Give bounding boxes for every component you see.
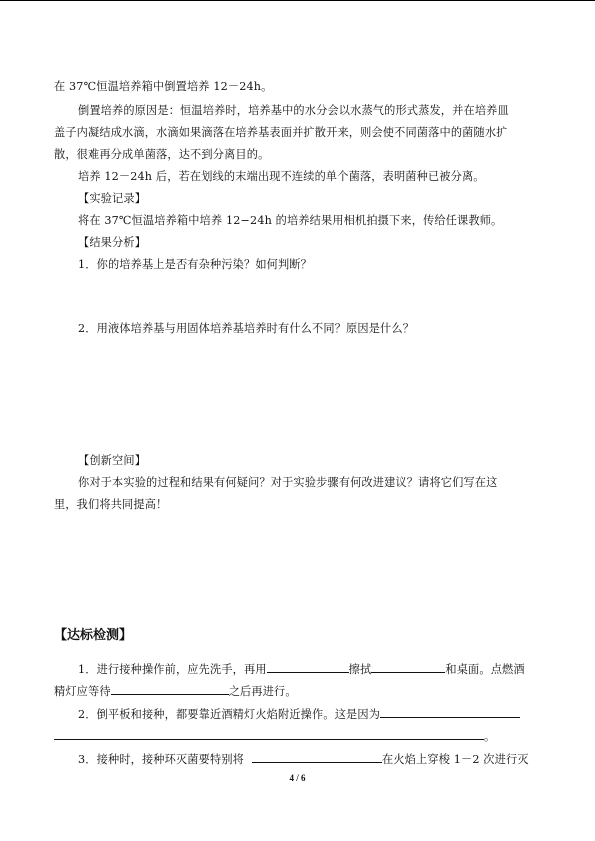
- q1-blank-3[interactable]: [111, 683, 229, 695]
- page-top-border: [0, 0, 595, 1]
- text-line-1: 在 37℃恒温培养箱中倒置培养 12－24h。: [54, 80, 273, 93]
- text-line-5: 培养 12－24h 后，若在划线的末端出现不连续的单个菌落，表明菌种已被分离。: [78, 170, 485, 183]
- text-line-7: 将在 37℃恒温培养箱中培养 12−24h 的培养结果用相机拍摄下来，传给任课教师。: [78, 214, 503, 227]
- q3-blank-1[interactable]: [252, 751, 382, 763]
- page-number: 4 / 6: [289, 773, 306, 783]
- q1-text-d: 精灯应等待: [54, 685, 111, 698]
- check-question-1-line-2: [54, 683, 297, 699]
- check-question-3-line-1: [78, 751, 529, 767]
- q2-blank-2[interactable]: [54, 728, 484, 740]
- text-line-2: 倒置培养的原因是：恒温培养时，培养基中的水分会以水蒸气的形式蒸发，并在培养皿: [78, 104, 509, 117]
- q1-blank-1[interactable]: [267, 661, 349, 673]
- q3-text-a: 3．接种时，接种环灭菌要特别将: [78, 753, 244, 766]
- section-title: 【达标检测】: [54, 628, 133, 643]
- q1-text-b: 擦拭: [348, 663, 372, 676]
- text-line-3: 盖子内凝结成水滴，水滴如果滴落在培养基表面并扩散开来，则会使不同菌落中的菌随水扩: [54, 126, 508, 139]
- check-question-2-line-1: [78, 706, 520, 722]
- q2-text-a: 2．倒平板和接种，都要靠近酒精灯火焰附近操作。这是因为: [78, 708, 381, 721]
- text-line-4: 散，很难再分成单菌落，达不到分离目的。: [54, 148, 270, 161]
- q1-text-e: 之后再进行。: [228, 685, 297, 698]
- question-1: 1．你的培养基上是否有杂种污染？如何判断？: [78, 258, 313, 271]
- check-question-1-line-1: [78, 661, 525, 677]
- q1-text-a: 1．进行接种操作前，应先洗手，再用: [78, 663, 267, 676]
- subheading-experiment-record: 【实验记录】: [78, 192, 147, 205]
- q3-text-b: 在火焰上穿梭 1－2 次进行灭: [382, 753, 529, 766]
- q1-text-c: 和桌面。点燃酒: [445, 663, 525, 676]
- q2-text-end: 。: [484, 730, 496, 743]
- text-line-12: 你对于本实验的过程和结果有何疑问？对于实验步骤有何改进建议？请将它们写在这: [78, 476, 498, 489]
- subheading-result-analysis: 【结果分析】: [78, 236, 147, 249]
- check-question-2-line-2: [54, 728, 495, 744]
- q2-blank-1[interactable]: [380, 706, 520, 718]
- question-2: 2．用液体培养基与用固体培养基培养时有什么不同？原因是什么？: [78, 322, 415, 335]
- subheading-innovation-space: 【创新空间】: [78, 454, 147, 467]
- q1-blank-2[interactable]: [371, 661, 445, 673]
- text-line-13: 里，我们将共同提高！: [54, 498, 168, 511]
